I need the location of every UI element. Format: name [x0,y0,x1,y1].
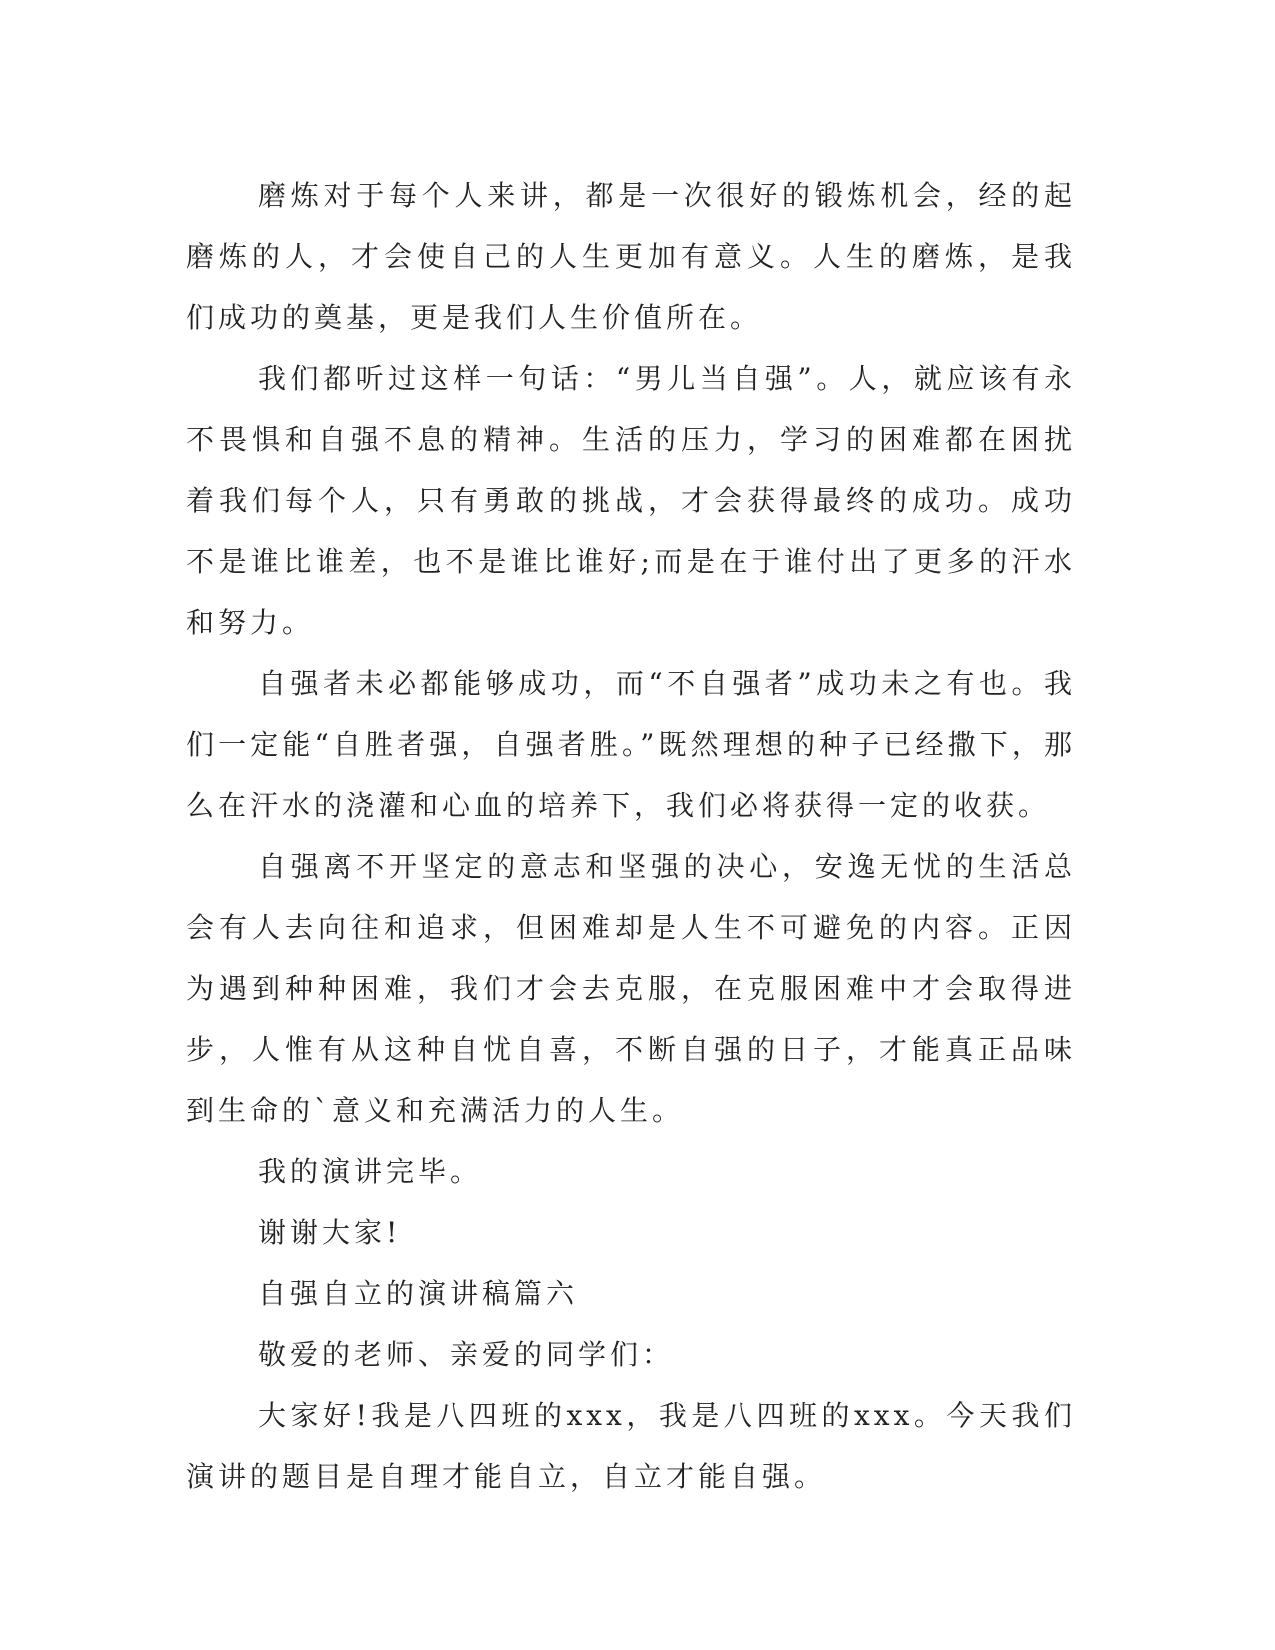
document-body [186,165,1076,1507]
paragraph-4: 自强离不开坚定的意志和坚强的决心，安逸无忧的生活总会有人去向往和追求，但困难却是人生不可避免的内容。正因为遇到种种困难，我们才会去克服，在克服困难中才会取得进步，人惟有从这种自忧自喜，不断自强的日子，才能真正品味到生命的`意义和充满活力的人生。 [186,850,1076,1127]
paragraph-2: 我们都听过这样一句话：“男儿当自强”。人，就应该有永不畏惧和自强不息的精神。生活的压力，学习的困难都在困扰着我们每个人，只有勇敢的挑战，才会获得最终的成功。成功不是谁比谁差，也不是谁比谁好;而是在于谁付出了更多的汗水和努力。 [186,362,1076,639]
salutation: 敬爱的老师、亲爱的同学们： [258,1338,675,1371]
paragraph-closing: 我的演讲完毕。 [258,1155,483,1188]
paragraph-3: 自强者未必都能够成功，而“不自强者”成功未之有也。我们一定能“自胜者强，自强者胜。”既然理想的种子已经撒下，那么在汗水的浇灌和心血的培养下，我们必将获得一定的收获。 [186,667,1076,822]
paragraph-1: 磨炼对于每个人来讲，都是一次很好的锻炼机会，经的起磨炼的人，才会使自己的人生更加有意义。人生的磨炼，是我们成功的奠基，更是我们人生价值所在。 [186,179,1076,334]
paragraph-thanks: 谢谢大家! [258,1216,402,1249]
paragraph-intro: 大家好!我是八四班的xxx，我是八四班的xxx。今天我们演讲的题目是自理才能自立，自立才能自强。 [186,1399,1076,1493]
section-heading: 自强自立的演讲稿篇六 [258,1277,579,1310]
